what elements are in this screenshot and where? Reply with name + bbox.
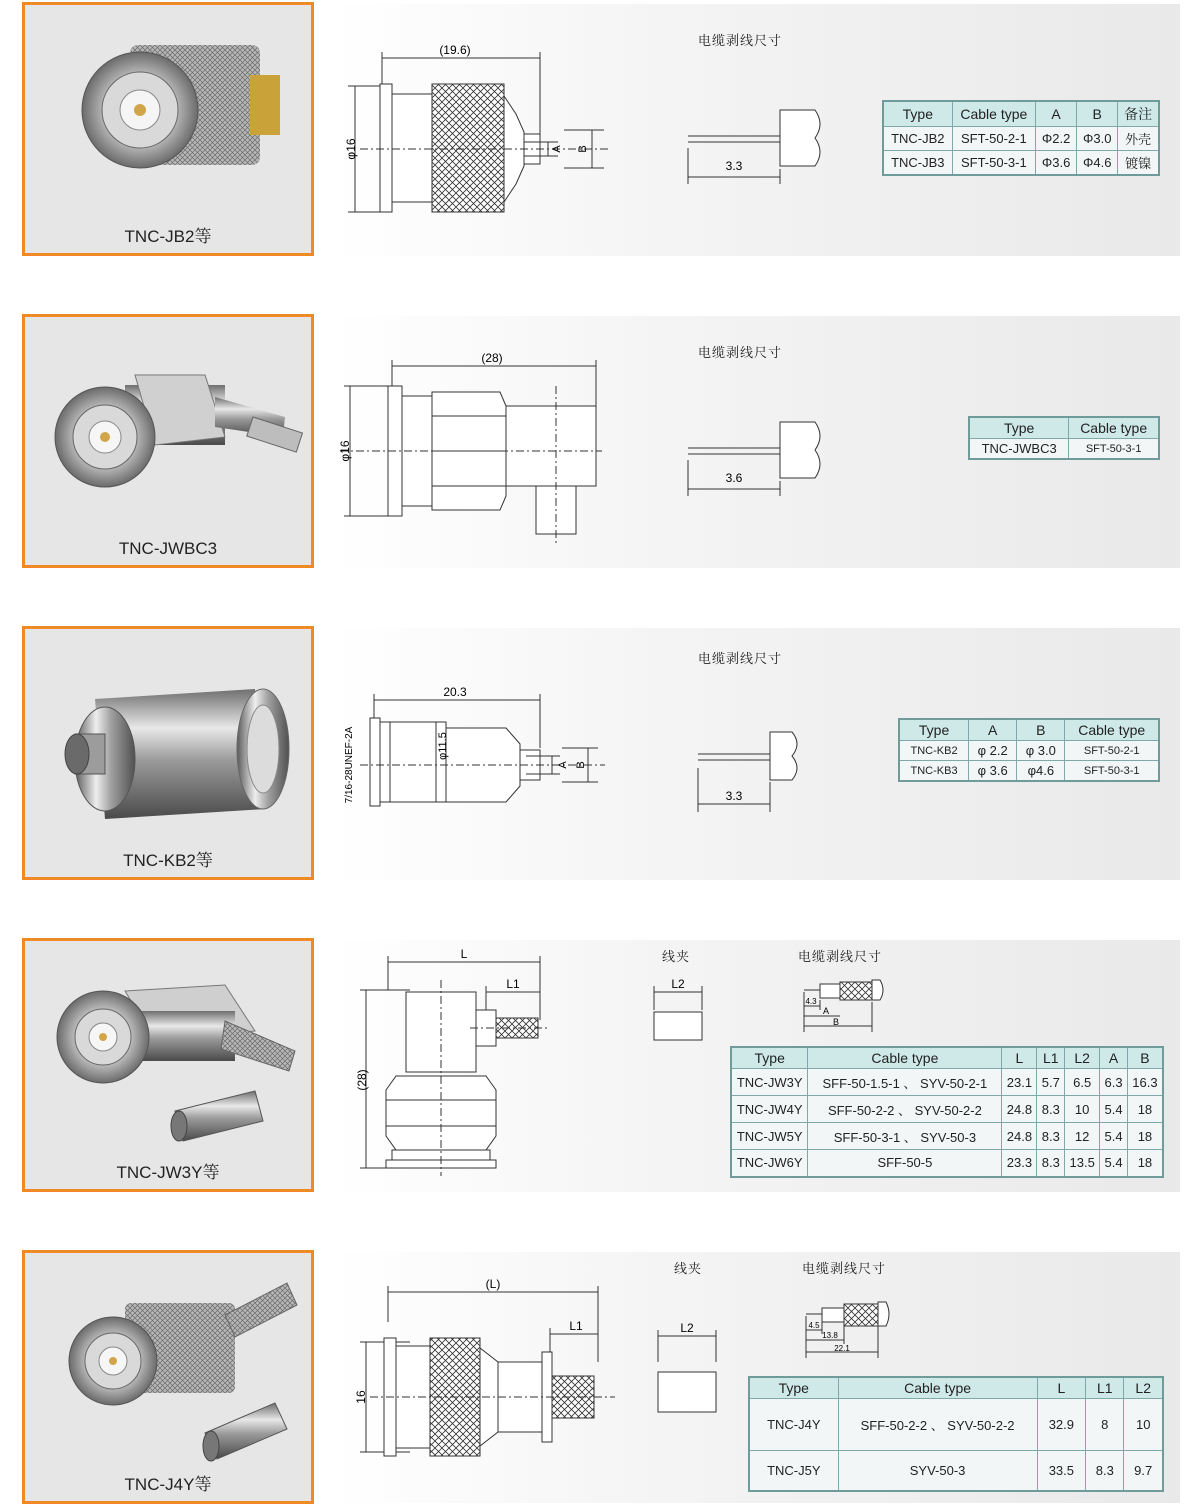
table-row <box>899 761 1159 782</box>
product-photo-frame <box>22 1250 314 1504</box>
height-dim: 16 <box>354 1390 368 1404</box>
cell: 23.3 <box>1002 1150 1037 1177</box>
b-dim: B <box>832 1017 840 1027</box>
cell: φ 3.6 <box>969 761 1017 782</box>
col-header: Type <box>731 1047 808 1069</box>
cell: Φ2.2 <box>1036 127 1077 151</box>
product-photo-frame <box>22 626 314 880</box>
cell: 5.4 <box>1100 1150 1128 1177</box>
cell: 8 <box>1086 1399 1124 1451</box>
height-dim: (28) <box>355 1069 369 1091</box>
cell: TNC-JW3Y <box>731 1069 808 1096</box>
col-header: L <box>1002 1047 1037 1069</box>
cell: φ4.6 <box>1017 761 1065 782</box>
cell: 13.5 <box>1065 1150 1100 1177</box>
table-row <box>731 1069 1163 1096</box>
table-row <box>969 439 1159 460</box>
length-dim: (19.6) <box>439 43 471 57</box>
cell: SFF-50-3-1 、 SYV-50-3 <box>808 1123 1002 1150</box>
cell: 23.1 <box>1002 1069 1037 1096</box>
cell: 24.8 <box>1002 1096 1037 1123</box>
product-section-kb2 <box>0 624 1200 884</box>
s2-dim: 13.8 <box>822 1331 838 1340</box>
cell: TNC-JW4Y <box>731 1096 808 1123</box>
a-dim: A <box>557 761 569 769</box>
product-caption: TNC-J4Y等 <box>124 1475 212 1494</box>
strip-label: 电缆剥线尺寸 <box>698 651 783 666</box>
strip-label: 电缆剥线尺寸 <box>798 949 883 964</box>
product-photo-frame <box>22 938 314 1192</box>
connector-photo-icon <box>25 5 311 253</box>
cell: SFT-50-2-1 <box>1065 741 1159 761</box>
col-header: A <box>1100 1047 1128 1069</box>
col-header: L <box>1037 1377 1086 1399</box>
dia-dim: φ11.5 <box>437 732 449 760</box>
table-row <box>731 1096 1163 1123</box>
cell: 6.5 <box>1065 1069 1100 1096</box>
col-header: Type <box>749 1377 838 1399</box>
cell: 外壳 <box>1118 127 1159 151</box>
cell: TNC-JB3 <box>883 151 952 176</box>
l1-dim: L1 <box>569 1319 583 1333</box>
col-header: Cable type <box>808 1047 1002 1069</box>
col-header: B <box>1017 719 1065 741</box>
product-caption: TNC-JW3Y等 <box>116 1163 220 1182</box>
cell: 6.3 <box>1100 1069 1128 1096</box>
connector-photo-icon <box>25 941 311 1189</box>
col-header: Cable type <box>952 101 1035 127</box>
col-header: A <box>969 719 1017 741</box>
cell: TNC-JW6Y <box>731 1150 808 1177</box>
product-section-jw3y <box>0 936 1200 1198</box>
cell: TNC-JWBC3 <box>969 439 1069 460</box>
table-row <box>899 741 1159 761</box>
col-header: L2 <box>1124 1377 1163 1399</box>
cell: TNC-KB3 <box>899 761 969 782</box>
drawing-panel <box>330 4 1180 256</box>
cell: 10 <box>1124 1399 1163 1451</box>
length-dim: (28) <box>481 351 503 365</box>
l2-dim: L2 <box>680 1321 694 1335</box>
product-section-j4y <box>0 1248 1200 1507</box>
table-row <box>883 127 1159 151</box>
a-dim: A <box>822 1006 830 1016</box>
cell: SFF-50-5 <box>808 1150 1002 1177</box>
table-row <box>883 151 1159 176</box>
b-dim: B <box>577 145 589 153</box>
cell: 10 <box>1065 1096 1100 1123</box>
l2-dim: L2 <box>671 977 685 991</box>
clamp-label: 线夹 <box>662 949 691 964</box>
cell: 18 <box>1127 1150 1163 1177</box>
cell: SFT-50-2-1 <box>952 127 1035 151</box>
spec-table <box>730 1046 1164 1178</box>
strip-dim: 3.6 <box>725 471 743 485</box>
drawing-panel <box>330 940 1180 1192</box>
cell: TNC-JB2 <box>883 127 952 151</box>
a-dim: A <box>551 145 563 153</box>
dia-dim: φ16 <box>338 440 352 462</box>
col-header: Type <box>883 101 952 127</box>
clamp-label: 线夹 <box>674 1261 703 1276</box>
cell: Φ3.6 <box>1036 151 1077 176</box>
cell: 8.3 <box>1037 1096 1065 1123</box>
thread-dim: 7/16-28UNEF-2A <box>344 726 355 804</box>
cell: 8.3 <box>1037 1123 1065 1150</box>
col-header: Cable type <box>1069 417 1159 439</box>
drawing-panel <box>330 316 1180 568</box>
product-photo-frame <box>22 314 314 568</box>
strip-dim: 3.3 <box>725 789 743 803</box>
cell: 9.7 <box>1124 1451 1163 1491</box>
cell: 32.9 <box>1037 1399 1086 1451</box>
length-dim: L <box>460 947 468 961</box>
cell: SYV-50-3 <box>838 1451 1037 1491</box>
cell: SFF-50-2-2 、 SYV-50-2-2 <box>838 1399 1037 1451</box>
b-dim: B <box>575 761 587 769</box>
product-section-jwbc3 <box>0 312 1200 572</box>
cell: 12 <box>1065 1123 1100 1150</box>
product-caption: TNC-JWBC3 <box>118 539 218 558</box>
cell: SFT-50-3-1 <box>952 151 1035 176</box>
table-row <box>731 1123 1163 1150</box>
cell: 镀镍 <box>1118 151 1159 176</box>
product-section-jb2 <box>0 0 1200 260</box>
table-row <box>731 1150 1163 1177</box>
col-header: Type <box>969 417 1069 439</box>
table-row <box>749 1451 1163 1491</box>
spec-table <box>898 718 1160 782</box>
drawing-panel <box>330 1252 1180 1503</box>
l1-dim: L1 <box>506 977 520 991</box>
length-dim: 20.3 <box>443 685 467 699</box>
spec-table <box>748 1376 1164 1492</box>
product-photo-frame <box>22 2 314 256</box>
s1-dim: 4.3 <box>805 997 817 1006</box>
spec-table <box>882 100 1160 176</box>
cell: SFF-50-1.5-1 、 SYV-50-2-1 <box>808 1069 1002 1096</box>
col-header: B <box>1077 101 1118 127</box>
cell: 5.4 <box>1100 1096 1128 1123</box>
dia-dim: φ16 <box>344 138 358 160</box>
cell: 18 <box>1127 1096 1163 1123</box>
cell: TNC-JW5Y <box>731 1123 808 1150</box>
col-header: 备注 <box>1118 101 1159 127</box>
col-header: L2 <box>1065 1047 1100 1069</box>
cell: 5.4 <box>1100 1123 1128 1150</box>
cell: 5.7 <box>1037 1069 1065 1096</box>
product-caption: TNC-KB2等 <box>123 851 213 870</box>
col-header: Cable type <box>1065 719 1159 741</box>
cell: Φ4.6 <box>1077 151 1118 176</box>
connector-photo-icon <box>25 1253 311 1501</box>
col-header: Type <box>899 719 969 741</box>
product-caption: TNC-JB2等 <box>124 227 212 246</box>
strip-label: 电缆剥线尺寸 <box>698 33 783 48</box>
cell: 33.5 <box>1037 1451 1086 1491</box>
cell: TNC-J4Y <box>749 1399 838 1451</box>
length-dim: (L) <box>485 1277 501 1291</box>
col-header: L1 <box>1086 1377 1124 1399</box>
connector-photo-icon <box>25 317 311 565</box>
cell: TNC-J5Y <box>749 1451 838 1491</box>
cell: φ 2.2 <box>969 741 1017 761</box>
cell: 18 <box>1127 1123 1163 1150</box>
s1-dim: 4.5 <box>808 1321 820 1330</box>
cell: 8.3 <box>1086 1451 1124 1491</box>
cell: 8.3 <box>1037 1150 1065 1177</box>
cell: φ 3.0 <box>1017 741 1065 761</box>
s3-dim: 22.1 <box>834 1344 850 1353</box>
cell: SFT-50-3-1 <box>1065 761 1159 782</box>
strip-label: 电缆剥线尺寸 <box>698 345 783 360</box>
cell: SFT-50-3-1 <box>1069 439 1159 460</box>
cell: Φ3.0 <box>1077 127 1118 151</box>
col-header: L1 <box>1037 1047 1065 1069</box>
cell: 24.8 <box>1002 1123 1037 1150</box>
col-header: B <box>1127 1047 1163 1069</box>
cell: 16.3 <box>1127 1069 1163 1096</box>
spec-table <box>968 416 1160 460</box>
strip-label: 电缆剥线尺寸 <box>802 1261 887 1276</box>
col-header: A <box>1036 101 1077 127</box>
cell: SFF-50-2-2 、 SYV-50-2-2 <box>808 1096 1002 1123</box>
col-header: Cable type <box>838 1377 1037 1399</box>
cell: TNC-KB2 <box>899 741 969 761</box>
connector-photo-icon <box>25 629 311 877</box>
table-row <box>749 1399 1163 1451</box>
strip-dim: 3.3 <box>725 159 743 173</box>
drawing-panel <box>330 628 1180 880</box>
